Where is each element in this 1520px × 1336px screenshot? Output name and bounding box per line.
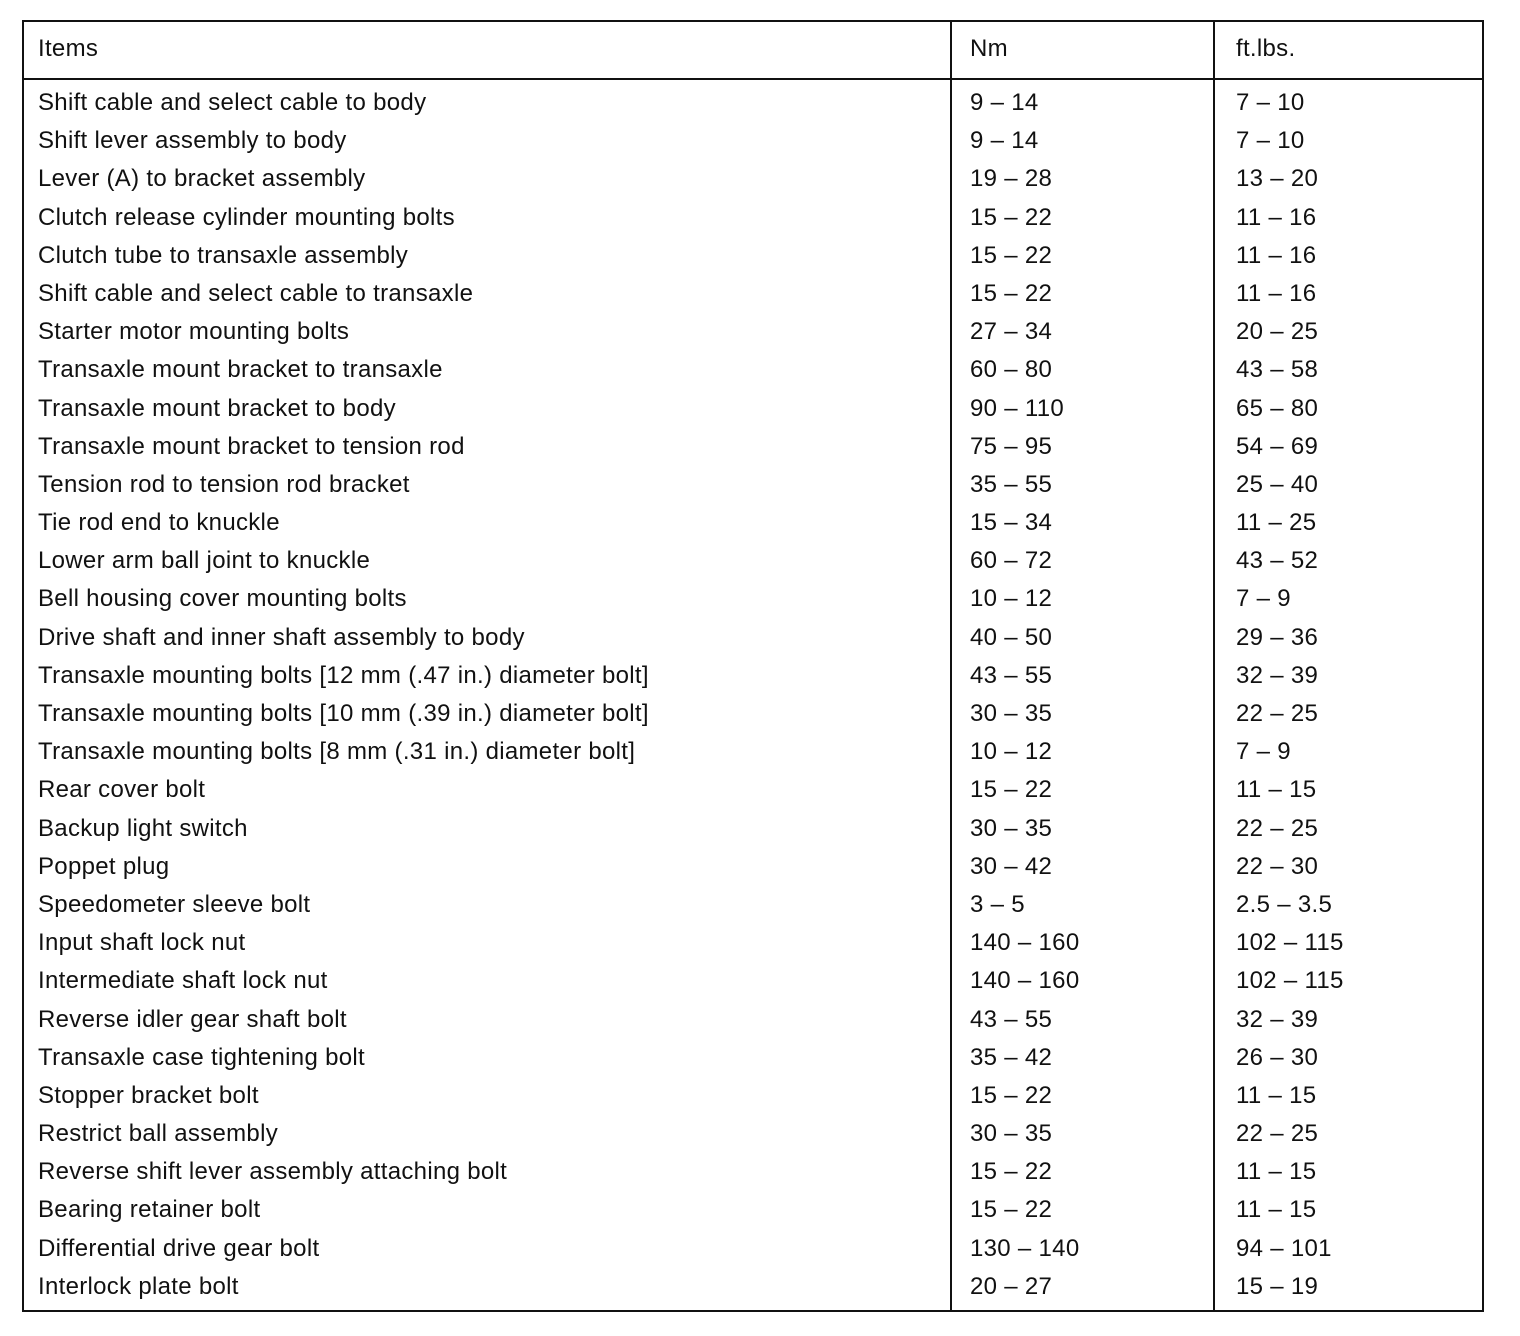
row-item: Transaxle mount bracket to tension rod [38, 432, 465, 460]
table-row [24, 355, 1482, 393]
row-ft-lbs-value: 22 – 25 [1236, 814, 1319, 842]
row-item: Poppet plug [38, 852, 170, 880]
table-row [24, 737, 1482, 775]
row-item: Shift cable and select cable to transaxle [38, 279, 474, 307]
row-nm-value: 19 – 28 [970, 165, 1053, 193]
row-item: Speedometer sleeve bolt [38, 890, 311, 918]
row-item: Clutch release cylinder mounting bolts [38, 203, 455, 231]
table-row [24, 1195, 1482, 1233]
row-item: Restrict ball assembly [38, 1120, 279, 1148]
row-item: Transaxle mount bracket to body [38, 394, 396, 422]
table-row [24, 1157, 1482, 1195]
table-row [24, 88, 1482, 126]
table-row [24, 1119, 1482, 1157]
row-nm-value: 15 – 22 [970, 203, 1053, 231]
row-item: Backup light switch [38, 814, 248, 842]
row-item: Reverse shift lever assembly attaching bolt [38, 1158, 508, 1186]
row-ft-lbs-value: 11 – 15 [1236, 1196, 1317, 1224]
table-row [24, 584, 1482, 622]
row-ft-lbs-value: 54 – 69 [1236, 432, 1319, 460]
row-ft-lbs-value: 102 – 115 [1236, 967, 1344, 995]
table-row [24, 126, 1482, 164]
row-ft-lbs-value: 102 – 115 [1236, 929, 1344, 957]
row-item: Differential drive gear bolt [38, 1234, 320, 1262]
row-ft-lbs-value: 43 – 58 [1236, 356, 1319, 384]
row-nm-value: 60 – 80 [970, 356, 1053, 384]
row-item: Clutch tube to transaxle assembly [38, 241, 409, 269]
row-item: Rear cover bolt [38, 776, 206, 804]
row-ft-lbs-value: 11 – 16 [1236, 241, 1317, 269]
header-nm: Nm [970, 35, 1008, 62]
row-nm-value: 15 – 22 [970, 279, 1053, 307]
row-ft-lbs-value: 15 – 19 [1236, 1272, 1319, 1300]
row-nm-value: 9 – 14 [970, 127, 1039, 155]
row-nm-value: 60 – 72 [970, 547, 1053, 575]
row-ft-lbs-value: 22 – 25 [1236, 1120, 1319, 1148]
row-item: Lever (A) to bracket assembly [38, 165, 366, 193]
row-nm-value: 15 – 22 [970, 1158, 1053, 1186]
row-item: Stopper bracket bolt [38, 1081, 259, 1109]
row-nm-value: 15 – 34 [970, 509, 1053, 537]
row-ft-lbs-value: 94 – 101 [1236, 1234, 1332, 1262]
row-ft-lbs-value: 11 – 16 [1236, 279, 1317, 307]
table-row [24, 432, 1482, 470]
row-ft-lbs-value: 11 – 16 [1236, 203, 1317, 231]
table-row [24, 279, 1482, 317]
row-ft-lbs-value: 11 – 15 [1236, 776, 1317, 804]
row-ft-lbs-value: 29 – 36 [1236, 623, 1319, 651]
row-ft-lbs-value: 13 – 20 [1236, 165, 1319, 193]
row-item: Starter motor mounting bolts [38, 318, 350, 346]
row-ft-lbs-value: 7 – 9 [1236, 738, 1291, 766]
row-item: Bearing retainer bolt [38, 1196, 261, 1224]
torque-spec-table [22, 20, 1484, 1312]
table-row [24, 928, 1482, 966]
table-header [24, 22, 1482, 80]
table-row [24, 546, 1482, 584]
row-nm-value: 30 – 42 [970, 852, 1053, 880]
table-row [24, 623, 1482, 661]
row-item: Transaxle mount bracket to transaxle [38, 356, 443, 384]
row-ft-lbs-value: 22 – 30 [1236, 852, 1319, 880]
row-nm-value: 3 – 5 [970, 890, 1025, 918]
table-row [24, 661, 1482, 699]
table-row [24, 699, 1482, 737]
row-nm-value: 30 – 35 [970, 700, 1053, 727]
row-ft-lbs-value: 25 – 40 [1236, 470, 1319, 498]
row-item: Drive shaft and inner shaft assembly to body [38, 623, 525, 651]
row-nm-value: 30 – 35 [970, 814, 1053, 842]
row-item: Lower arm ball joint to knuckle [38, 547, 371, 575]
row-nm-value: 40 – 50 [970, 623, 1053, 651]
row-ft-lbs-value: 26 – 30 [1236, 1043, 1319, 1071]
row-ft-lbs-value: 7 – 10 [1236, 89, 1305, 116]
row-item: Interlock plate bolt [38, 1272, 239, 1300]
table-row [24, 1005, 1482, 1043]
row-item: Transaxle mounting bolts [8 mm (.31 in.) diameter bolt] [38, 738, 636, 766]
table-row [24, 1234, 1482, 1272]
row-nm-value: 75 – 95 [970, 432, 1053, 460]
header-items: Items [38, 35, 99, 62]
row-nm-value: 130 – 140 [970, 1234, 1080, 1262]
row-item: Reverse idler gear shaft bolt [38, 1005, 347, 1033]
row-nm-value: 15 – 22 [970, 241, 1053, 269]
row-item: Intermediate shaft lock nut [38, 967, 328, 995]
row-item: Shift cable and select cable to body [38, 89, 427, 116]
row-nm-value: 20 – 27 [970, 1272, 1053, 1300]
row-nm-value: 140 – 160 [970, 967, 1080, 995]
row-nm-value: 15 – 22 [970, 1081, 1053, 1109]
table-row [24, 164, 1482, 202]
row-nm-value: 30 – 35 [970, 1120, 1053, 1148]
row-ft-lbs-value: 22 – 25 [1236, 700, 1319, 727]
row-item: Bell housing cover mounting bolts [38, 585, 407, 613]
row-ft-lbs-value: 7 – 9 [1236, 585, 1291, 613]
table-row [24, 1272, 1482, 1310]
row-ft-lbs-value: 11 – 25 [1236, 509, 1317, 537]
table-row [24, 852, 1482, 890]
row-ft-lbs-value: 65 – 80 [1236, 394, 1319, 422]
row-item: Tension rod to tension rod bracket [38, 470, 410, 498]
row-nm-value: 10 – 12 [970, 585, 1053, 613]
row-nm-value: 90 – 110 [970, 394, 1065, 422]
table-row [24, 394, 1482, 432]
row-ft-lbs-value: 7 – 10 [1236, 127, 1305, 155]
row-nm-value: 43 – 55 [970, 1005, 1053, 1033]
row-nm-value: 35 – 42 [970, 1043, 1053, 1071]
row-nm-value: 9 – 14 [970, 89, 1039, 116]
table-row [24, 203, 1482, 241]
table-row [24, 814, 1482, 852]
row-nm-value: 15 – 22 [970, 776, 1053, 804]
table-body [24, 88, 1482, 1310]
row-nm-value: 15 – 22 [970, 1196, 1053, 1224]
row-item: Tie rod end to knuckle [38, 509, 280, 537]
row-nm-value: 10 – 12 [970, 738, 1053, 766]
table-row [24, 966, 1482, 1004]
table-row [24, 890, 1482, 928]
row-nm-value: 27 – 34 [970, 318, 1053, 346]
row-nm-value: 43 – 55 [970, 661, 1053, 689]
row-item: Transaxle mounting bolts [12 mm (.47 in.) diameter bolt] [38, 661, 649, 689]
row-ft-lbs-value: 32 – 39 [1236, 661, 1319, 689]
table-row [24, 470, 1482, 508]
row-ft-lbs-value: 20 – 25 [1236, 318, 1319, 346]
row-nm-value: 140 – 160 [970, 929, 1080, 957]
table-row [24, 241, 1482, 279]
row-nm-value: 35 – 55 [970, 470, 1053, 498]
table-row [24, 1043, 1482, 1081]
header-ft-lbs: ft.lbs. [1236, 35, 1296, 62]
table-row [24, 1081, 1482, 1119]
row-item: Transaxle case tightening bolt [38, 1043, 365, 1071]
row-ft-lbs-value: 2.5 – 3.5 [1236, 890, 1333, 918]
row-ft-lbs-value: 11 – 15 [1236, 1158, 1317, 1186]
table-row [24, 775, 1482, 813]
row-ft-lbs-value: 43 – 52 [1236, 547, 1319, 575]
row-item: Transaxle mounting bolts [10 mm (.39 in.) diameter bolt] [38, 700, 649, 727]
table-row [24, 317, 1482, 355]
table-row [24, 508, 1482, 546]
row-item: Shift lever assembly to body [38, 127, 347, 155]
row-ft-lbs-value: 11 – 15 [1236, 1081, 1317, 1109]
row-item: Input shaft lock nut [38, 929, 246, 957]
row-ft-lbs-value: 32 – 39 [1236, 1005, 1319, 1033]
